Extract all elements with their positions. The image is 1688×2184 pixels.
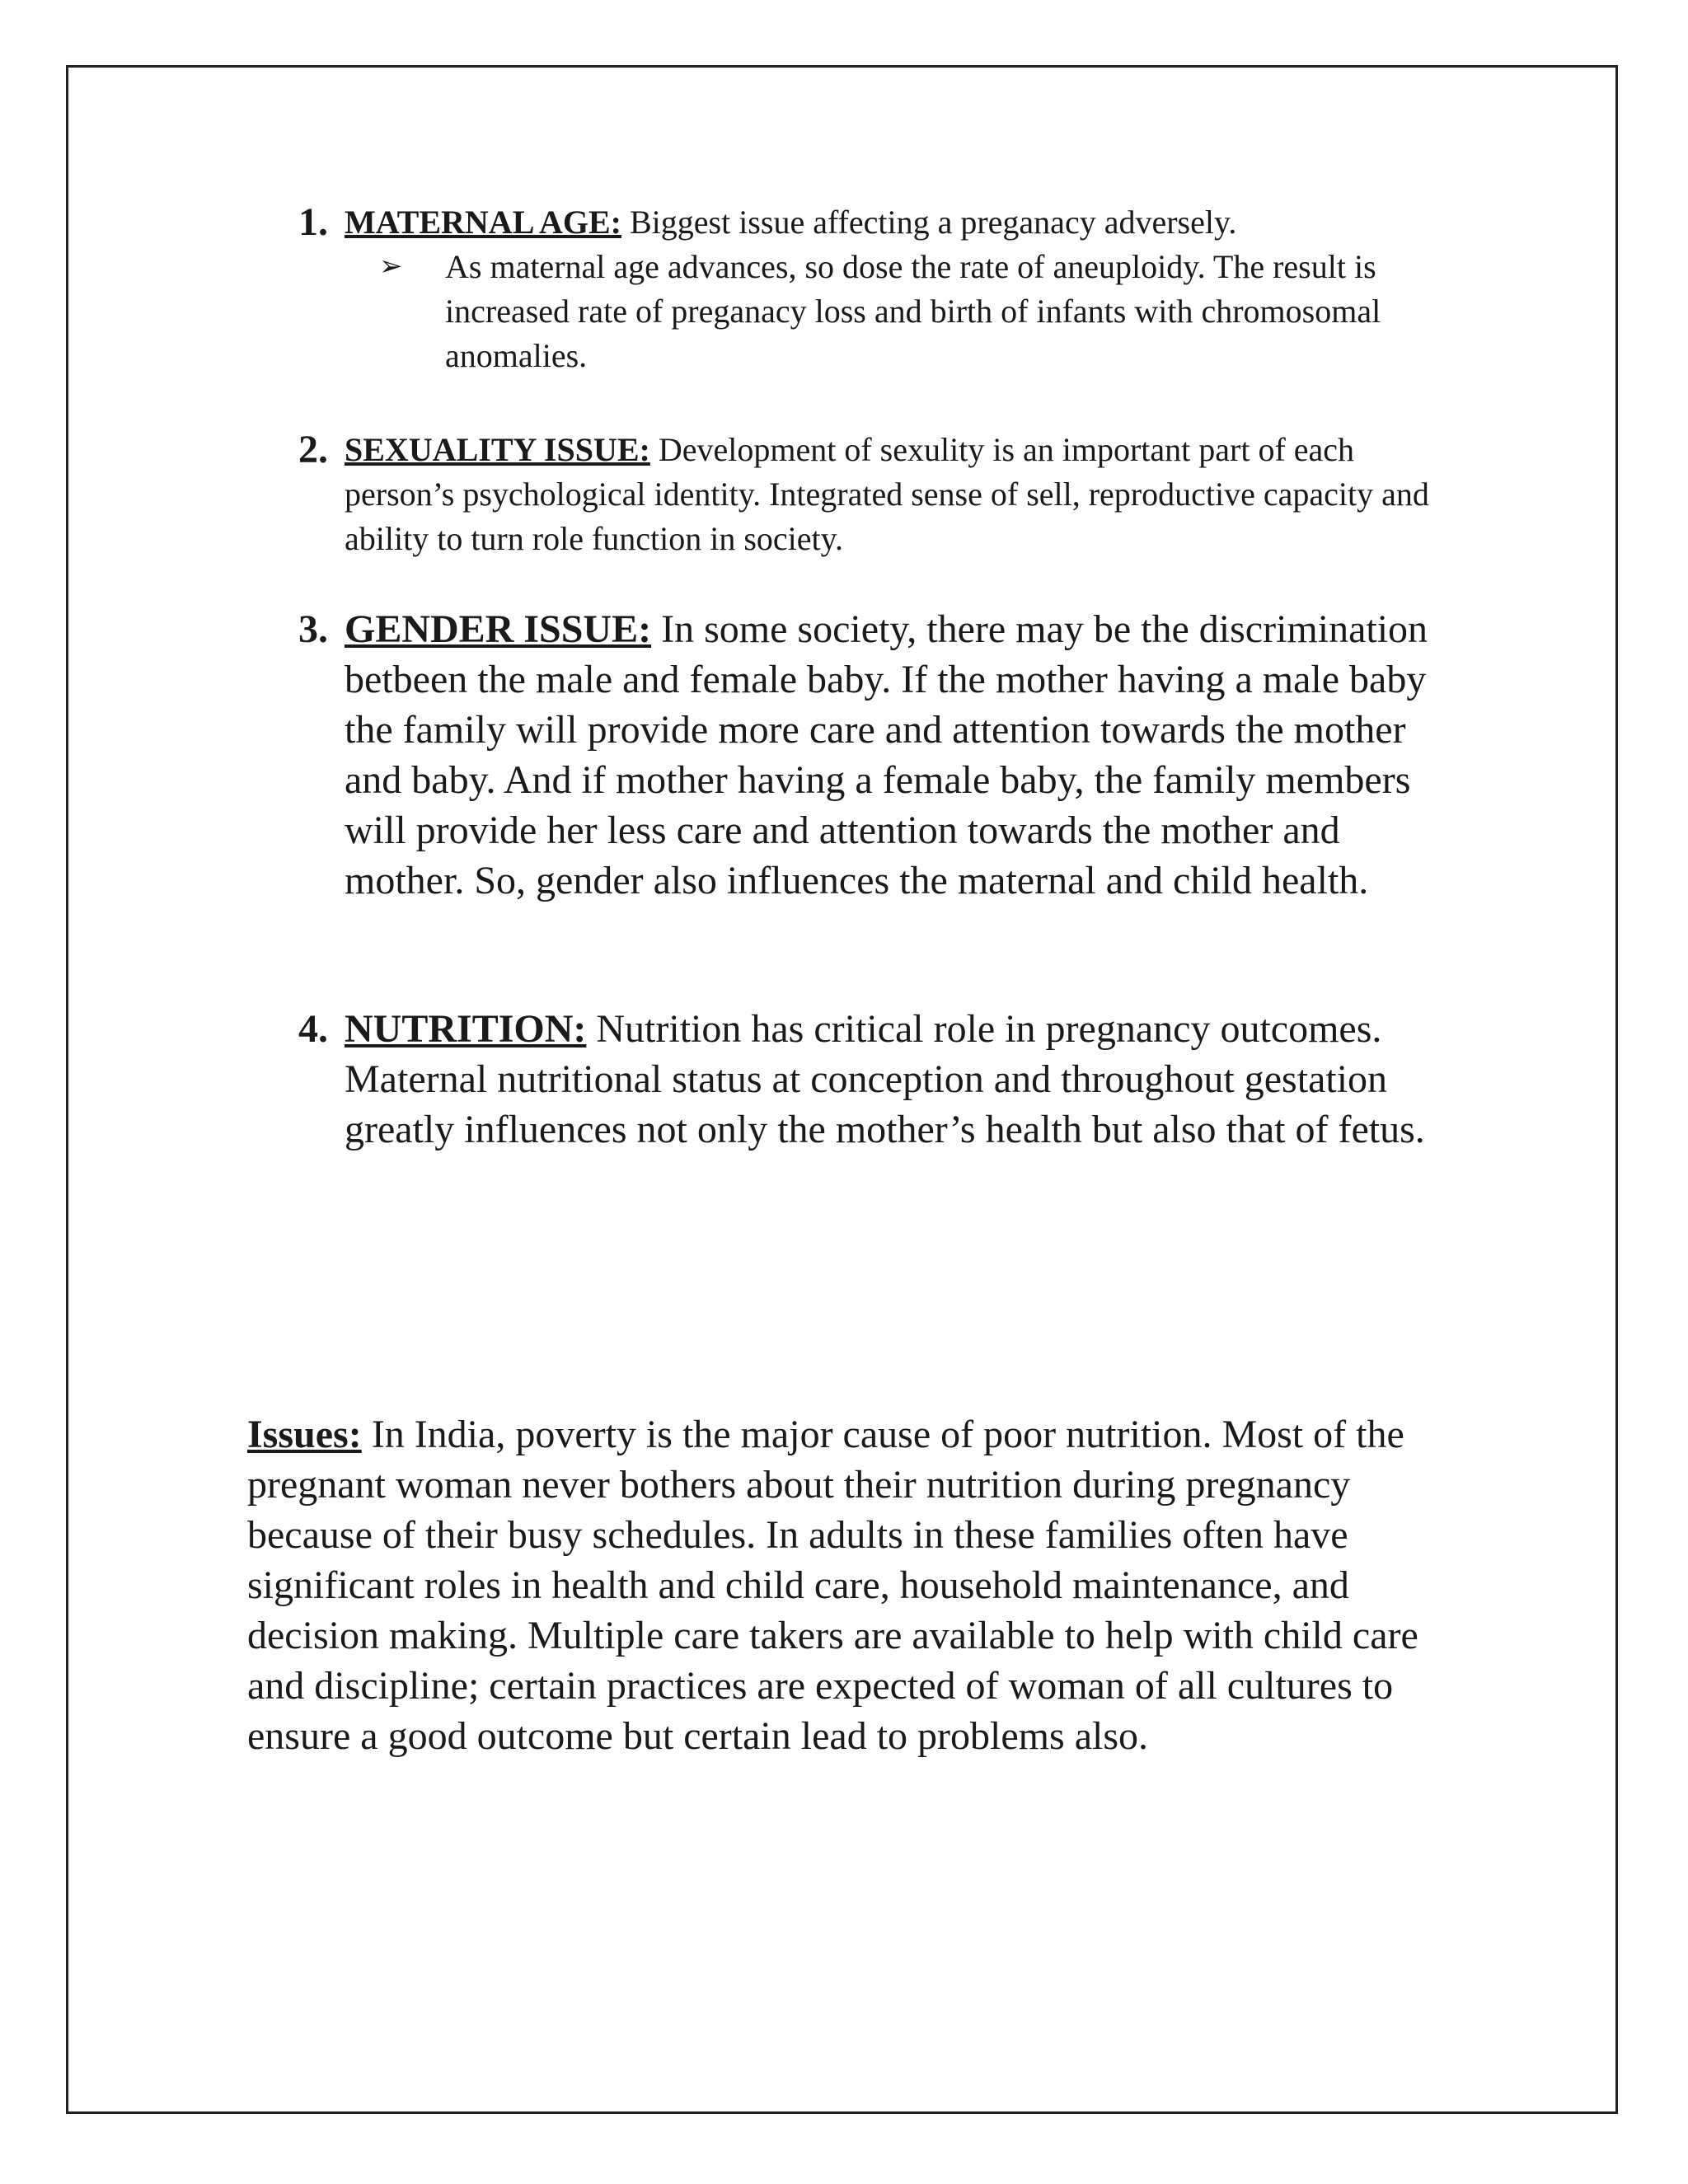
item-paragraph xyxy=(345,1004,1449,1155)
item-heading: SEXUALITY ISSUE: xyxy=(345,431,650,468)
list-item-gender-issue xyxy=(298,604,1449,906)
item-paragraph xyxy=(345,428,1449,561)
item-text: Development of sexulity is an important part of each person’s psychological identity. Integrated sense of sell, reproductive capacity and ability to turn role function in society. xyxy=(345,431,1429,557)
item-heading: NUTRITION: xyxy=(345,1007,587,1051)
issues-paragraph xyxy=(247,1409,1451,1761)
item-number: 3. xyxy=(298,607,328,651)
item-text: In some society, there may be the discrimination betbeen the male and female baby. If the mother having a male baby the family will provide more care and attention towards the mother and baby. And if mother having a female baby, the family members will provide her less care and attention towards the mother and mother. So, gender also influences the maternal and child health. xyxy=(345,607,1428,902)
item-number: 1. xyxy=(298,200,328,244)
item-heading: GENDER ISSUE: xyxy=(345,607,652,651)
sub-bullet-text: As maternal age advances, so dose the rate of aneuploidy. The result is increased rate of preganacy loss and birth of infants with chromosomal anomalies. xyxy=(445,248,1381,374)
item-paragraph xyxy=(345,604,1449,906)
item-number: 4. xyxy=(298,1007,328,1051)
item-paragraph xyxy=(345,200,1449,245)
arrow-bullet-icon: ➢ xyxy=(379,251,403,282)
item-text: Nutrition has critical role in pregnancy outcomes. Maternal nutritional status at conception and throughout gestation greatly influences not only the mother’s health but also that of fetus. xyxy=(345,1007,1425,1151)
sub-bullet-aneuploidy xyxy=(379,245,1434,378)
item-number: 2. xyxy=(298,428,328,471)
list-item-nutrition xyxy=(298,1004,1449,1155)
issues-label: Issues: xyxy=(247,1413,362,1456)
item-text: Biggest issue affecting a preganacy adversely. xyxy=(621,204,1237,241)
issues-text: In India, poverty is the major cause of poor nutrition. Most of the pregnant woman never bothers about their nutrition during pregnancy because of their busy schedules. In adults in these families often have significant roles in health and child care, household maintenance, and decision making. Multiple care takers are available to help with child care and discipline; certain practices are expected of woman of all cultures to ensure a good outcome but certain lead to problems also. xyxy=(247,1413,1418,1758)
list-item-sexuality-issue xyxy=(298,428,1449,561)
list-item-maternal-age xyxy=(298,200,1449,245)
item-heading: MATERNAL AGE: xyxy=(345,204,621,241)
